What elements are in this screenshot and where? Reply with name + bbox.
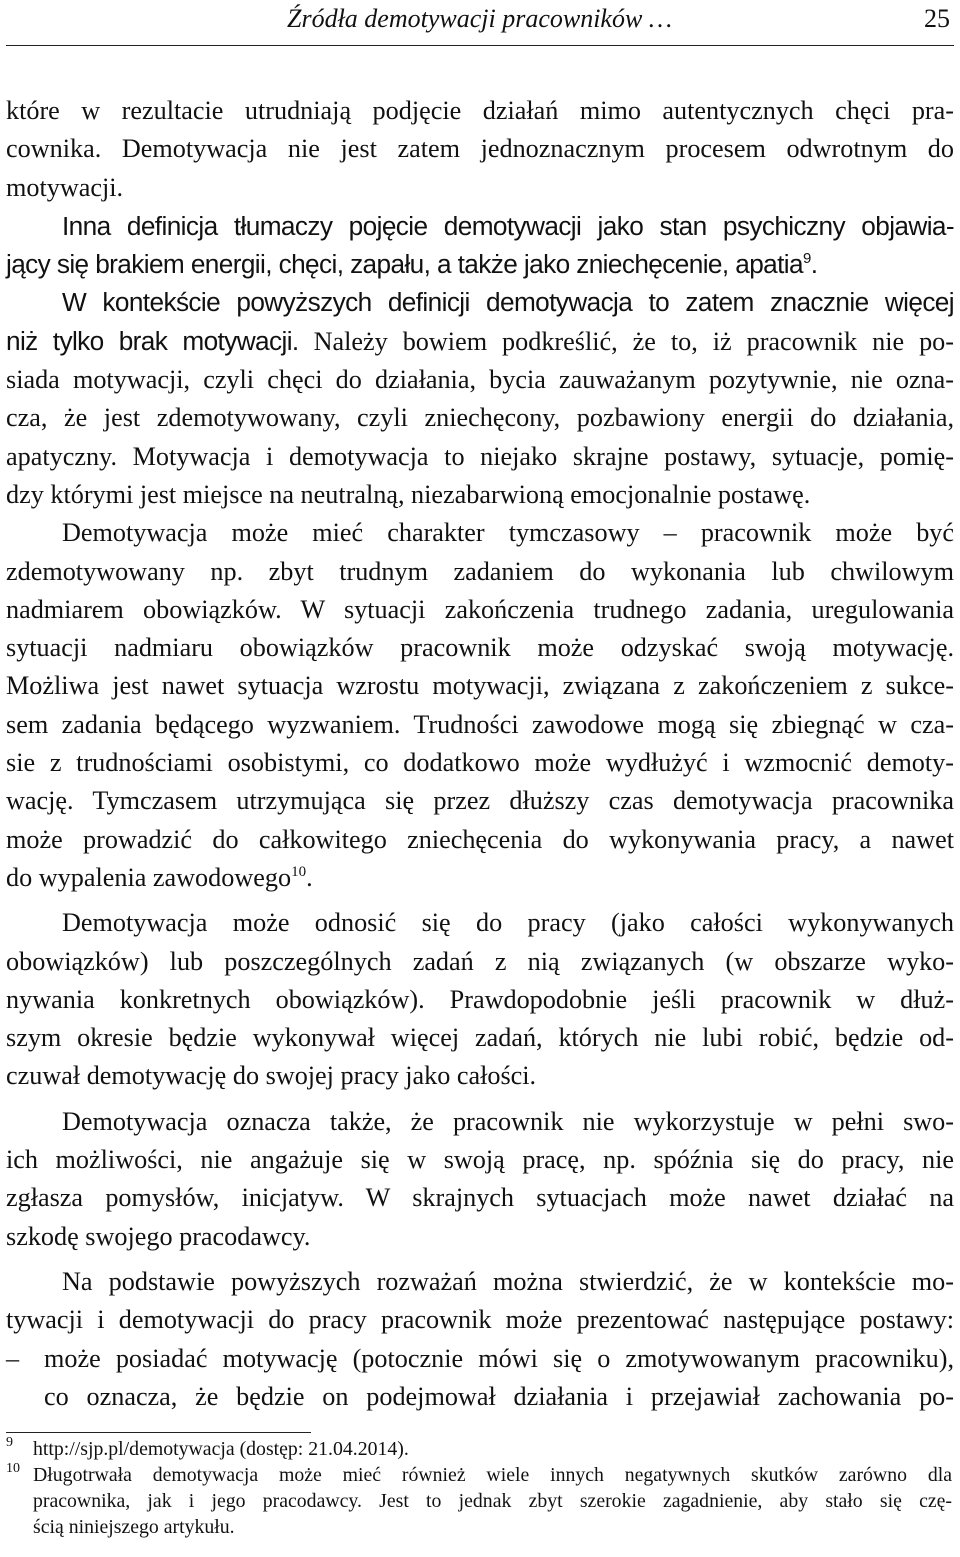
list-item bbox=[6, 1340, 954, 1417]
paragraph-2 bbox=[6, 207, 954, 284]
footnote-number: 10 bbox=[6, 1461, 20, 1476]
paragraph-6 bbox=[6, 1103, 954, 1256]
text-line: W kontekście powyższych definicji demotywacja to zatem znacznie więcej bbox=[62, 287, 954, 318]
running-title: Źródła demotywacji pracowników … bbox=[287, 4, 672, 33]
footnote-number: 9 bbox=[6, 1435, 13, 1450]
text-line: niż tylko brak motywacji. Należy bowiem podkreślić, że to, iż pracownik nie po- bbox=[6, 325, 954, 356]
footnote-10 bbox=[6, 1462, 952, 1540]
paragraph-4 bbox=[6, 514, 954, 897]
text-line: zdemotywowany np. zbyt trudnym zadaniem do wykonania lub chwilowym bbox=[6, 556, 954, 586]
list-dash: – bbox=[6, 1343, 20, 1373]
text-line: może prowadzić do całkowitego zniechęcenia do wykonywania pracy, a nawet bbox=[6, 824, 954, 854]
footnote-line: pracownika, jak i jego pracodawcy. Jest to jednak zbyt szerokie zagadnienie, aby stało się czę- bbox=[33, 1490, 952, 1512]
body-text bbox=[6, 92, 954, 1416]
text-line: nadmiarem obowiązków. W sytuacji zakończenia trudnego zadania, uregulowania bbox=[6, 594, 954, 624]
text-line: które w rezultacie utrudniają podjęcie działań mimo autentycznych chęci pra- bbox=[6, 96, 954, 125]
footnote-line: ścią niniejszego artykułu. bbox=[33, 1516, 235, 1538]
text-line: co oznacza, że będzie on podejmował działania i przejawiał zachowania po- bbox=[44, 1381, 954, 1411]
footnote-ref-9: 9 bbox=[802, 250, 811, 268]
text-line: czuwał demotywację do swojej pracy jako całości. bbox=[6, 1061, 537, 1091]
paragraph-3 bbox=[6, 283, 954, 514]
text-line: nywania konkretnych obowiązków). Prawdopodobnie jeśli pracownik w dłuż- bbox=[6, 984, 954, 1014]
text-line: siada motywacji, czyli chęci do działania, bycia zauważanym pozytywnie, nie ozna- bbox=[6, 365, 954, 395]
text-line: sytuacji nadmiaru obowiązków pracownik może odzyskać swoją motywację. bbox=[6, 633, 954, 663]
paragraph-7 bbox=[6, 1263, 954, 1340]
text-line: Inna definicja tłumaczy pojęcie demotywacji jako stan psychiczny objawia- bbox=[62, 210, 954, 241]
text-line: tywacji i demotywacji do pracy pracownik może prezentować następujące postawy: bbox=[6, 1305, 954, 1335]
paragraph-1 bbox=[6, 92, 954, 207]
text-line: może posiadać motywację (potocznie mówi się o zmotywowanym pracowniku), bbox=[44, 1343, 954, 1373]
footnote-rule bbox=[6, 1432, 311, 1433]
footnote-9 bbox=[6, 1436, 952, 1462]
text-line: sie z trudnościami osobistymi, co dodatkowo może wydłużyć i wzmocnić demoty- bbox=[6, 748, 954, 778]
text-line: sem zadania będącego wyzwaniem. Trudności zawodowe mogą się zbiegnąć w cza- bbox=[6, 709, 954, 739]
text-line: apatyczny. Motywacja i demotywacja to niejako skrajne postawy, sytuacje, pomię- bbox=[6, 441, 954, 471]
footnote-line: Długotrwała demotywacja może mieć również wiele innych negatywnych skutków zarówno dla bbox=[33, 1464, 952, 1486]
text-line: cza, że jest zdemotywowany, czyli zniechęcony, pozbawiony energii do działania, bbox=[6, 403, 954, 433]
page-number: 25 bbox=[924, 4, 950, 33]
footnote-ref-10: 10 bbox=[291, 863, 307, 880]
text-line: wację. Tymczasem utrzymująca się przez dłuższy czas demotywacja pracownika bbox=[6, 786, 954, 816]
text-line: cownika. Demotywacja nie jest zatem jednoznacznym procesem odwrotnym do bbox=[6, 134, 954, 164]
text-line: szkodę swojego pracodawcy. bbox=[6, 1221, 311, 1251]
header-rule bbox=[6, 45, 954, 46]
text-line: Możliwa jest nawet sytuacja wzrostu motywacji, związana z zakończeniem z sukce- bbox=[6, 671, 954, 701]
footnote-line: http://sjp.pl/demotywacja (dostęp: 21.04.2014). bbox=[33, 1438, 409, 1460]
paragraph-5 bbox=[6, 904, 954, 1095]
text-line: do wypalenia zawodowego$^{10}$. bbox=[6, 862, 313, 892]
text-line: Demotywacja może mieć charakter tymczasowy – pracownik może być bbox=[62, 518, 954, 548]
text-line: dzy którymi jest miejsce na neutralną, niezabarwioną emocjonalnie postawę. bbox=[6, 479, 811, 509]
text-line: motywacji. bbox=[6, 172, 124, 202]
text-line: zgłasza pomysłów, inicjatyw. W skrajnych sytuacjach może nawet działać na bbox=[6, 1183, 954, 1213]
footnotes bbox=[6, 1436, 952, 1540]
running-header bbox=[0, 0, 960, 46]
text-line: ich możliwości, nie angażuje się w swoją pracę, np. spóźnia się do pracy, nie bbox=[6, 1145, 954, 1175]
text-line: jący się brakiem energii, chęci, zapału, a także jako zniechęcenie, apatia$^9$. bbox=[6, 249, 818, 280]
text-line: Na podstawie powyższych rozważań można stwierdzić, że w kontekście mo- bbox=[62, 1266, 954, 1296]
text-line: Demotywacja oznacza także, że pracownik nie wykorzystuje w pełni swo- bbox=[62, 1106, 954, 1136]
text-line: szym okresie będzie wykonywał więcej zadań, których nie lubi robić, będzie od- bbox=[6, 1023, 954, 1053]
text-line: Demotywacja może odnosić się do pracy (jako całości wykonywanych bbox=[62, 908, 954, 938]
text-line: obowiązków) lub poszczególnych zadań z nią związanych (w obszarze wyko- bbox=[6, 946, 954, 976]
